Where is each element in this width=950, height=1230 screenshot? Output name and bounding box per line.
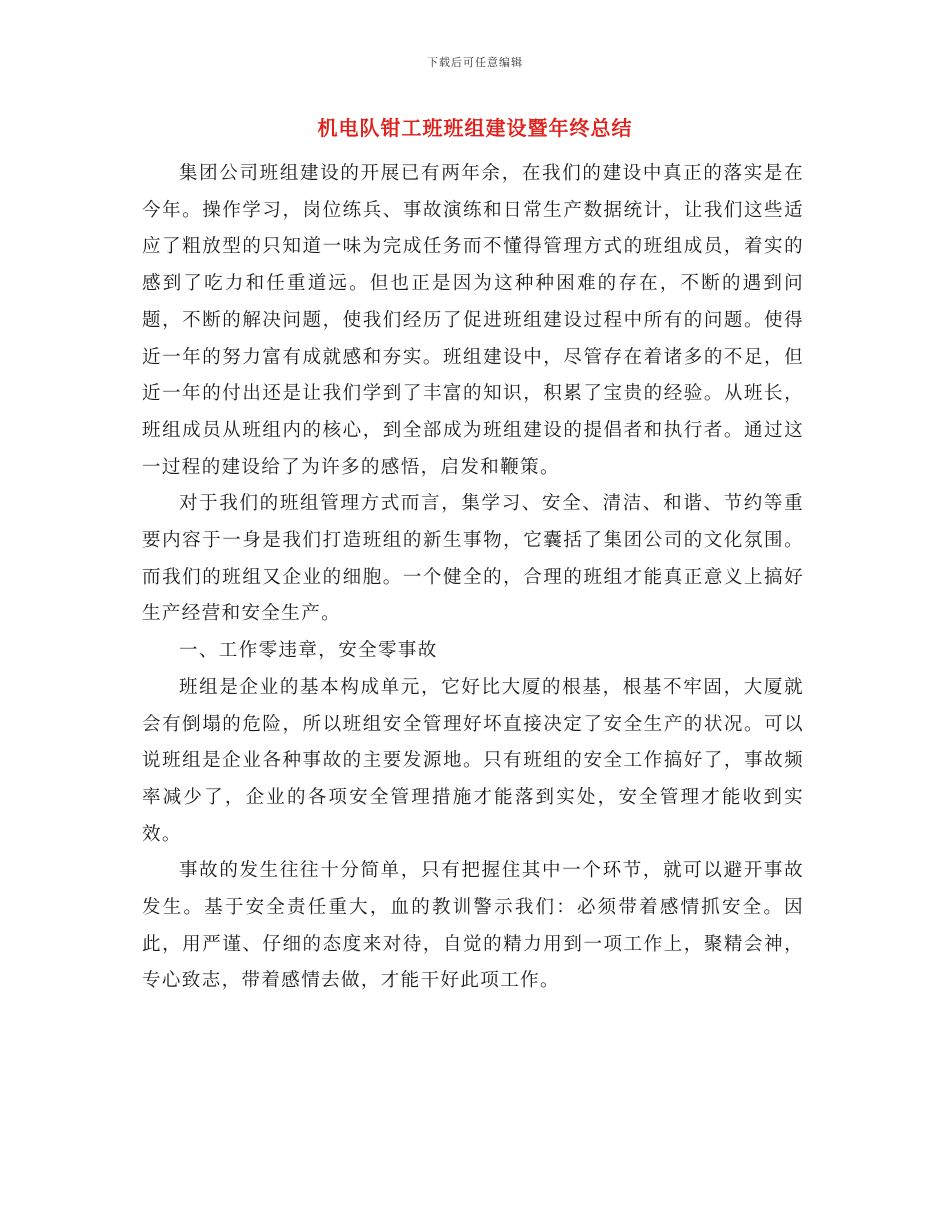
document-body (142, 156, 804, 1000)
document-title: 机电队钳工班班组建设暨年终总结 (317, 116, 633, 140)
page-header: 下载后可任意编辑 (427, 56, 523, 69)
paragraph-accident-prevention: 事故的发生往往十分简单，只有把握住其中一个环节，就可以避开事故发生。基于安全责任重大，血的教训警示我们：必须带着感情抓安全。因此，用严谨、仔细的态度来对待，自觉的精力用到一项工作上，聚精会神，专心致志，带着感情去做，才能干好此项工作。 (142, 860, 804, 992)
paragraph-safety-basics: 班组是企业的基本构成单元，它好比大厦的根基，根基不牢固，大厦就会有倒塌的危险，所以班组安全管理好坏直接决定了安全生产的状况。可以说班组是企业各种事故的主要发源地。只有班组的安全工作搞好了，事故频率减少了，企业的各项安全管理措施才能落到实处，安全管理才能收到实效。 (142, 676, 804, 845)
section-heading-safety: 一、工作零违章，安全零事故 (179, 640, 438, 662)
paragraph-intro: 集团公司班组建设的开展已有两年余，在我们的建设中真正的落实是在今年。操作学习，岗位练兵、事故演练和日常生产数据统计，让我们这些适应了粗放型的只知道一味为完成任务而不懂得管理方式的班组成员，着实的感到了吃力和任重道远。但也正是因为这种种困难的存在，不断的遇到问题，不断的解决问题，使我们经历了促进班组建设过程中所有的问题。使得近一年的努力富有成就感和夯实。班组建设中，尽管存在着诸多的不足，但近一年的付出还是让我们学到了丰富的知识，积累了宝贵的经验。从班长，班组成员从班组内的核心，到全部成为班组建设的提倡者和执行者。通过这一过程的建设给了为许多的感悟，启发和鞭策。 (142, 163, 804, 478)
paragraph-management: 对于我们的班组管理方式而言，集学习、安全、清洁、和谐、节约等重要内容于一身是我们打造班组的新生事物，它囊括了集团公司的文化氛围。而我们的班组又企业的细胞。一个健全的，合理的班组才能真正意义上搞好生产经营和安全生产。 (142, 493, 804, 625)
